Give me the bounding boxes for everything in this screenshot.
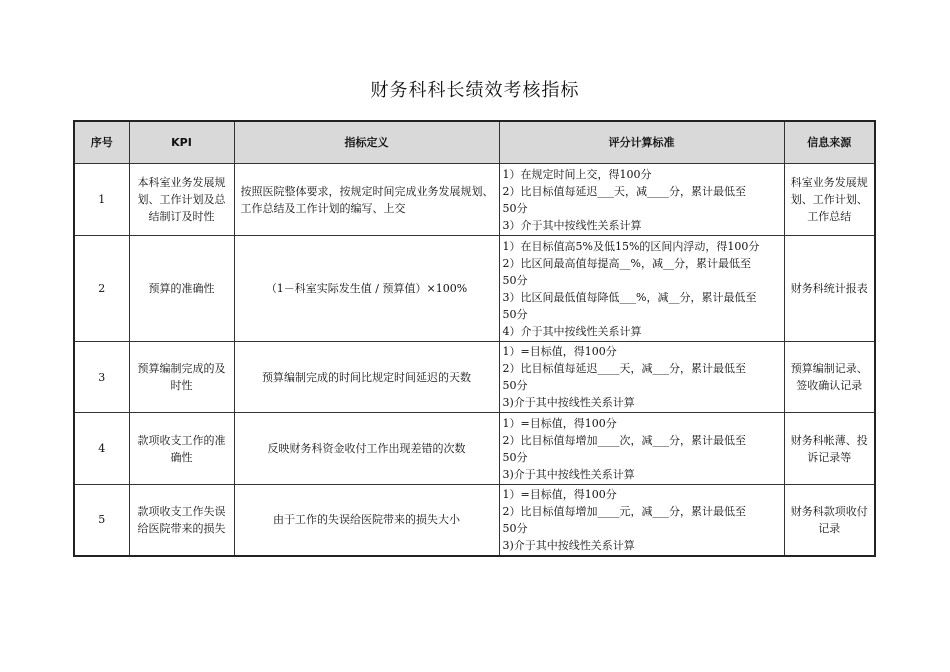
table-row	[74, 485, 875, 556]
criteria-line: 1）在目标值高5%及低15%的区间内浮动，得100分	[502, 239, 760, 253]
row-criteria	[499, 342, 784, 413]
criteria-line: 1）=目标值，得100分	[502, 345, 617, 358]
row-criteria	[499, 413, 784, 485]
criteria-line: 50分	[502, 450, 528, 464]
row-definition: （1－科室实际发生值 / 预算值）×100%	[234, 236, 499, 342]
row-source: 财务科款项收付记录	[784, 485, 875, 556]
row-kpi: 款项收支工作的准确性	[129, 413, 234, 485]
criteria-line: 2）比目标值每延迟____天，减___分，累计最低至	[502, 362, 746, 375]
row-criteria	[499, 164, 784, 236]
criteria-line: 3)介于其中按线性关系计算	[502, 467, 635, 481]
row-definition: 由于工作的失误给医院带来的损失大小	[234, 485, 499, 556]
row-source: 科室业务发展规划、工作计划、工作总结	[784, 164, 875, 236]
table-row	[74, 164, 875, 236]
criteria-line: 3）介于其中按线性关系计算	[502, 218, 642, 232]
row-definition: 反映财务科资金收付工作出现差错的次数	[234, 413, 499, 485]
row-no: 5	[74, 485, 129, 556]
criteria-line: 1）在规定时间上交，得100分	[502, 167, 652, 181]
header-definition: 指标定义	[234, 121, 499, 164]
row-definition: 按照医院整体要求，按规定时间完成业务发展规划、工作总结及工作计划的编写、上交	[234, 164, 499, 236]
row-kpi: 款项收支工作失误给医院带来的损失	[129, 485, 234, 556]
criteria-line: 50分	[502, 379, 528, 392]
criteria-line: 3）比区间最低值每降低___%，减__分，累计最低至	[502, 290, 757, 304]
header-no: 序号	[74, 121, 129, 164]
row-no: 3	[74, 342, 129, 413]
criteria-line: 2）比区间最高值每提高__%，减__分，累计最低至	[502, 256, 751, 270]
row-criteria	[499, 485, 784, 556]
criteria-line: 2）比目标值每增加____元，减___分，累计最低至	[502, 504, 746, 518]
table-row	[74, 413, 875, 485]
row-no: 1	[74, 164, 129, 236]
header-criteria: 评分计算标准	[499, 121, 784, 164]
criteria-line: 50分	[502, 521, 528, 535]
header-kpi: KPI	[129, 121, 234, 164]
row-no: 4	[74, 413, 129, 485]
criteria-line: 50分	[502, 307, 528, 321]
criteria-line: 50分	[502, 273, 528, 287]
row-source: 预算编制记录、签收确认记录	[784, 342, 875, 413]
kpi-table	[73, 120, 876, 557]
criteria-line: 2）比目标值每增加____次，减___分，累计最低至	[502, 433, 746, 447]
table-row	[74, 342, 875, 413]
table-header-row	[74, 121, 875, 164]
row-source: 财务科统计报表	[784, 236, 875, 342]
row-criteria	[499, 236, 784, 342]
criteria-line: 50分	[502, 201, 528, 215]
row-kpi: 预算的准确性	[129, 236, 234, 342]
row-source: 财务科帐薄、投诉记录等	[784, 413, 875, 485]
row-no: 2	[74, 236, 129, 342]
document-title: 财务科科长绩效考核指标	[370, 80, 580, 101]
row-kpi: 本科室业务发展规划、工作计划及总结制订及时性	[129, 164, 234, 236]
criteria-line: 4）介于其中按线性关系计算	[502, 324, 642, 338]
criteria-line: 1）=目标值，得100分	[502, 487, 617, 501]
table-row	[74, 236, 875, 342]
row-definition: 预算编制完成的时间比规定时间延迟的天数	[234, 342, 499, 413]
criteria-line: 3)介于其中按线性关系计算	[502, 538, 635, 552]
criteria-line: 2）比目标值每延迟___天，减____分，累计最低至	[502, 184, 746, 198]
row-kpi: 预算编制完成的及时性	[129, 342, 234, 413]
criteria-line: 1）=目标值，得100分	[502, 416, 617, 430]
criteria-line: 3)介于其中按线性关系计算	[502, 396, 635, 409]
header-source: 信息来源	[784, 121, 875, 164]
